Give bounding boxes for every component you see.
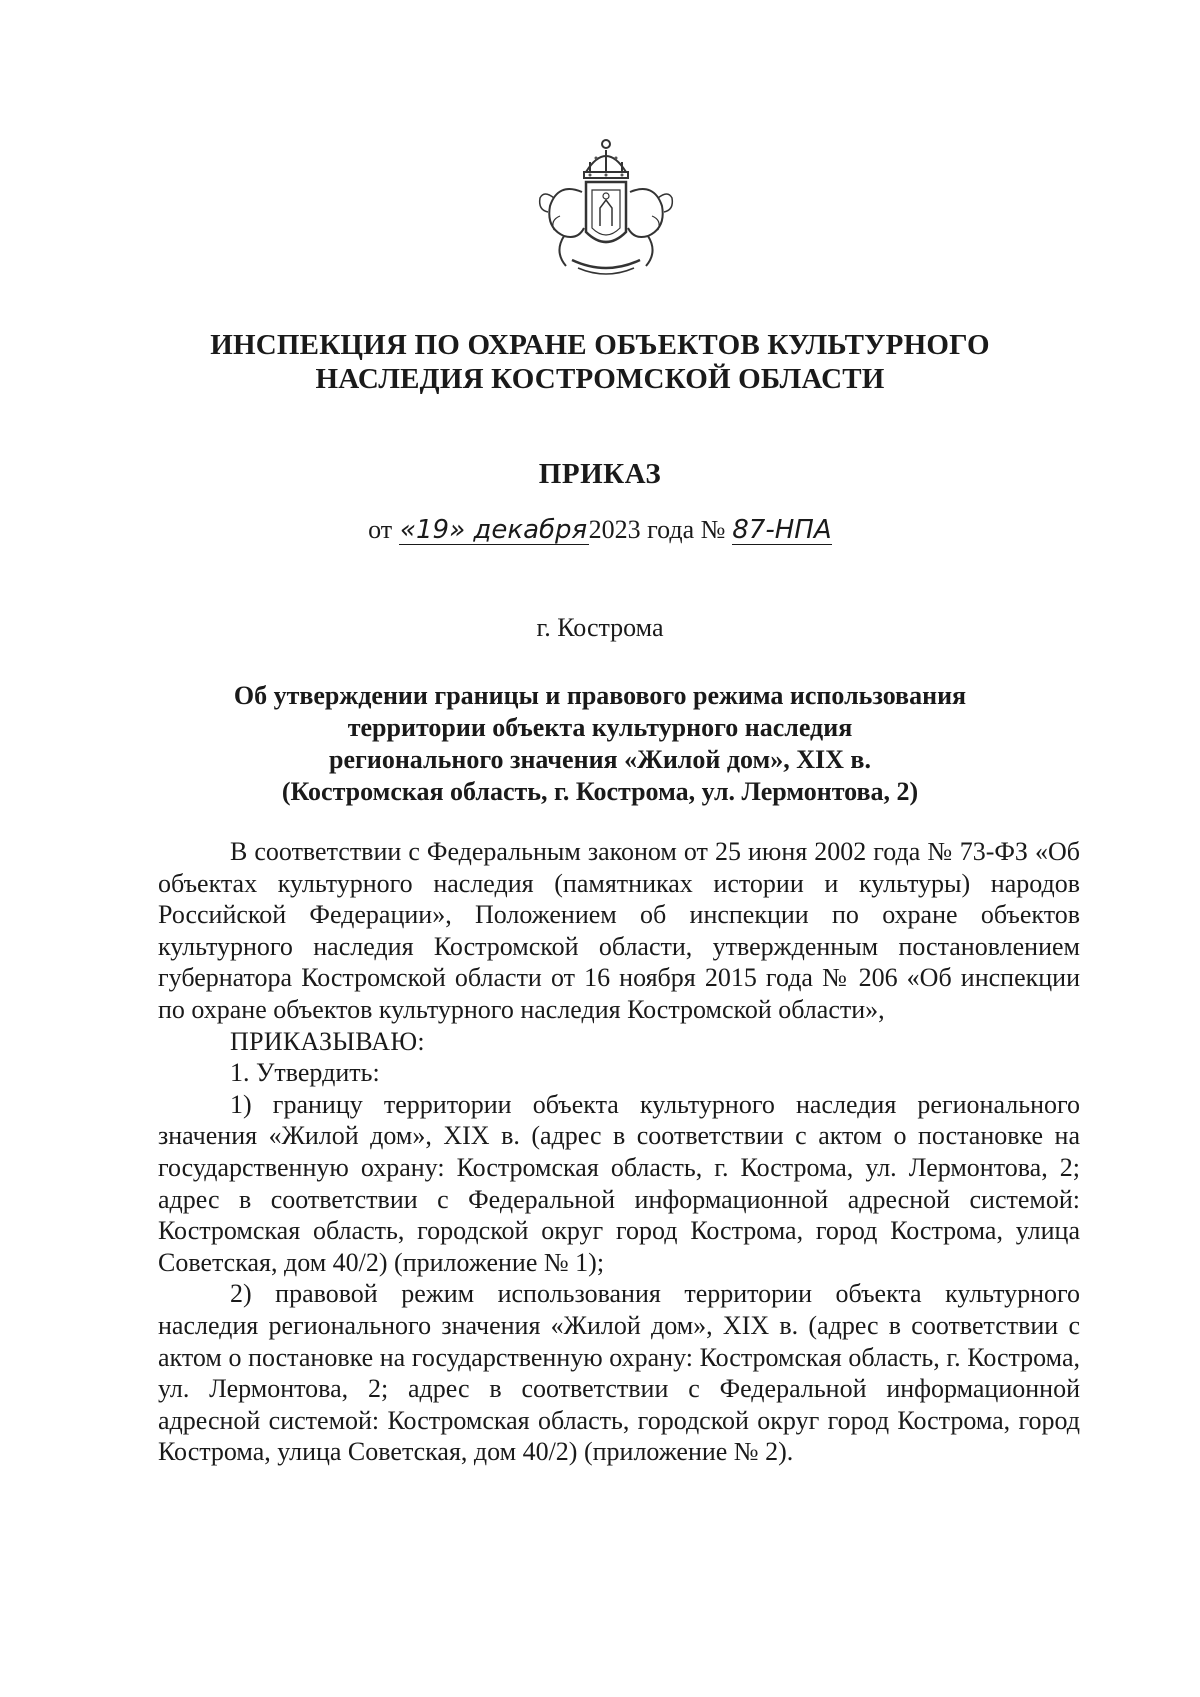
city: г. Кострома xyxy=(536,613,664,642)
order-word: ПРИКАЗЫВАЮ: xyxy=(230,1026,425,1056)
org-line-1: ИНСПЕКЦИЯ ПО ОХРАНЕ ОБЪЕКТОВ КУЛЬТУРНОГО xyxy=(210,329,990,361)
subject-line-4: (Костромская область, г. Кострома, ул. Лермонтова, 2) xyxy=(281,777,919,806)
subpoint-2: 2) правовой режим использования территории объекта культурного наследия регионального значения «Жилой дом», XIX в. (адрес в соответствии с актом о постановке на государственную охрану: Костромская область, г. Кострома, ул. Лермонтова, 2; адрес в соответствии с Федеральной информационной адресной системой: Костромская область, городской округ город Кострома, город Кострома, улица Советская, дом 40/2) (приложение № 2). xyxy=(158,1279,1080,1467)
handwritten-number: 87-НПА xyxy=(732,515,832,545)
point-1: 1. Утвердить: xyxy=(230,1058,380,1088)
subpoint-1: 1) границу территории объекта культурного наследия регионального значения «Жилой дом», XIX в. (адрес в соответствии с актом о постановке на государственную охрану: Костромская область, г. Кострома, ул. Лермонтова, 2; адрес в соответствии с Федеральной информационной адресной системой: Костромская область, городской округ город Кострома, город Кострома, улица Советская, дом 40/2) (приложение № 1); xyxy=(158,1089,1080,1277)
organization-name xyxy=(0,328,1200,396)
subject-line-1: Об утверждении границы и правового режима использования xyxy=(233,681,967,710)
document-body xyxy=(158,836,1080,1468)
subject-line-2: территории объекта культурного наследия xyxy=(347,713,853,742)
document-subject xyxy=(0,680,1200,808)
preamble-paragraph: В соответствии с Федеральным законом от 25 июня 2002 года № 73-ФЗ «Об объектах культурного наследия (памятниках истории и культуры) народов Российской Федерации», Положением об инспекции по охране объектов культурного наследия Костромской области, утвержденным постановлением губернатора Костромской области от 16 ноября 2015 года № 206 «Об инспекции по охране объектов культурного наследия Костромской области», xyxy=(158,837,1080,1024)
document-type: ПРИКАЗ xyxy=(538,458,662,490)
subject-line-3: регионального значения «Жилой дом», XIX в. xyxy=(329,745,871,774)
date-year-text: 2023 года № xyxy=(588,515,726,544)
coat-of-arms-icon xyxy=(520,132,692,282)
date-line xyxy=(0,515,1200,545)
org-line-2: НАСЛЕДИЯ КОСТРОМСКОЙ ОБЛАСТИ xyxy=(315,363,885,395)
date-prefix: от xyxy=(368,515,393,544)
handwritten-date: «19» декабря xyxy=(399,515,588,545)
